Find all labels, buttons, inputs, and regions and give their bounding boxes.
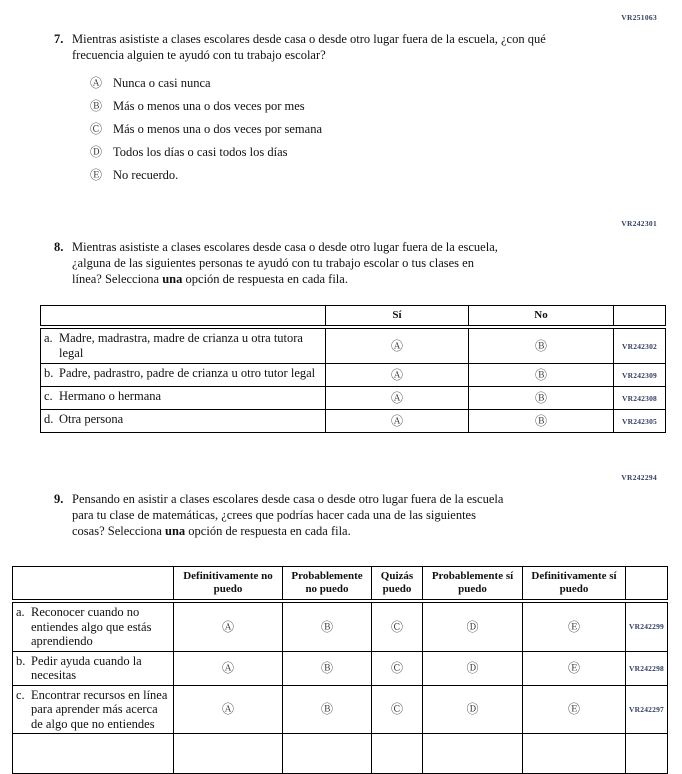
q9-line2: para tu clase de matemáticas, ¿crees que podrías hacer cada una de las siguientes [72, 508, 476, 522]
q9-line3-bold: una [165, 524, 186, 538]
q9-header-col2: Probablemente no puedo [283, 567, 372, 602]
q8-header-blank [41, 306, 326, 328]
q9-header-col5: Definitivamente sí puedo [523, 567, 626, 602]
q8-header-code-blank [614, 306, 666, 328]
q9-response-table [12, 566, 668, 774]
bubble-c-icon[interactable]: Ⓒ [390, 661, 403, 675]
table-row [13, 601, 668, 651]
bubble-a-icon[interactable]: Ⓐ [390, 414, 403, 428]
row-label-text: Padre, padrastro, padre de crianza u otro tutor legal [59, 366, 316, 380]
q8-header-yes: Sí [326, 306, 469, 328]
table-row [41, 410, 666, 433]
q9-header-col3: Quizás puedo [372, 567, 423, 602]
row-label-text: Encontrar recursos en línea para aprender más acerca de algo que no entiendes [31, 687, 168, 731]
response-cell [372, 601, 423, 651]
bubble-d-icon[interactable]: Ⓓ [466, 661, 479, 675]
q8-header-row [41, 306, 666, 328]
row-code: VR242302 [614, 327, 666, 364]
empty-cell [174, 734, 283, 774]
row-code: VR242298 [626, 651, 668, 685]
bubble-e-icon[interactable]: Ⓔ [567, 619, 580, 634]
q9-line3-post: opción de respuesta en cada fila. [185, 524, 351, 538]
response-cell [283, 685, 372, 734]
response-cell [174, 601, 283, 651]
table-row-cutoff [13, 734, 668, 774]
table-row [13, 685, 668, 734]
q7-line2: frecuencia alguien te ayudó con tu trabajo escolar? [72, 48, 326, 62]
q9-question [54, 491, 503, 539]
answer-option[interactable] [90, 99, 322, 113]
bubble-b-icon[interactable]: Ⓑ [534, 368, 547, 382]
table-row [41, 364, 666, 387]
bubble-e-icon[interactable]: Ⓔ [567, 702, 580, 717]
yes-cell [326, 364, 469, 387]
option-label: Más o menos una o dos veces por mes [113, 99, 305, 113]
bubble-b-icon[interactable]: Ⓑ [90, 99, 103, 113]
empty-cell [423, 734, 523, 774]
bubble-b-icon[interactable]: Ⓑ [320, 661, 333, 675]
q9-header-code-blank [626, 567, 668, 602]
response-cell [283, 651, 372, 685]
row-code: VR242309 [614, 364, 666, 387]
row-label [13, 685, 174, 734]
q7-options [90, 76, 322, 191]
answer-option[interactable] [90, 168, 322, 182]
option-label: Nunca o casi nunca [113, 76, 211, 90]
bubble-a-icon[interactable]: Ⓐ [390, 368, 403, 382]
bubble-e-icon[interactable]: Ⓔ [90, 168, 103, 182]
table-row [41, 387, 666, 410]
q7-line1: Mientras asististe a clases escolares desde casa o desde otro lugar fuera de la escuela, ¿con qué [72, 32, 546, 46]
empty-cell [283, 734, 372, 774]
bubble-a-icon[interactable]: Ⓐ [221, 619, 234, 634]
q9-number: 9. [54, 492, 64, 506]
bubble-d-icon[interactable]: Ⓓ [90, 145, 103, 159]
q8-response-table [40, 305, 666, 433]
bubble-a-icon[interactable]: Ⓐ [90, 76, 103, 90]
yes-cell [326, 327, 469, 364]
option-label: No recuerdo. [113, 168, 179, 182]
response-cell [423, 685, 523, 734]
bubble-a-icon[interactable]: Ⓐ [221, 661, 234, 675]
q7-question-text [72, 31, 546, 63]
row-prefix: a. [16, 605, 25, 619]
yes-cell [326, 410, 469, 433]
row-prefix: c. [16, 687, 25, 702]
q7-question [54, 31, 546, 63]
bubble-b-icon[interactable]: Ⓑ [320, 619, 333, 634]
response-cell [523, 601, 626, 651]
response-cell [283, 601, 372, 651]
q8-question [54, 239, 498, 287]
response-cell [423, 651, 523, 685]
row-prefix: a. [44, 331, 53, 345]
row-label [13, 651, 174, 685]
row-code: VR242308 [614, 387, 666, 410]
empty-cell [523, 734, 626, 774]
no-cell [469, 327, 614, 364]
q7-number: 7. [54, 32, 64, 46]
bubble-c-icon[interactable]: Ⓒ [390, 619, 403, 634]
yes-cell [326, 387, 469, 410]
response-cell [372, 651, 423, 685]
row-code: VR242297 [626, 685, 668, 734]
row-label [41, 327, 326, 364]
q9-header-col4: Probablemente sí puedo [423, 567, 523, 602]
q9-header-row [13, 567, 668, 602]
row-prefix: b. [44, 366, 54, 380]
q8-line3-pre: línea? Selecciona [72, 272, 163, 286]
bubble-b-icon[interactable]: Ⓑ [320, 702, 333, 717]
row-label-text: Madre, madrastra, madre de crianza u otra tutora legal [59, 331, 303, 360]
answer-option[interactable] [90, 145, 322, 159]
bubble-a-icon[interactable]: Ⓐ [390, 339, 403, 353]
table-row [13, 651, 668, 685]
q7-form-code: VR251063 [621, 13, 657, 22]
q9-header-blank [13, 567, 174, 602]
q8-question-text [72, 239, 498, 287]
q9-form-code: VR242294 [621, 473, 657, 482]
bubble-a-icon[interactable]: Ⓐ [390, 391, 403, 405]
response-cell [523, 685, 626, 734]
answer-option[interactable] [90, 122, 322, 136]
bubble-e-icon[interactable]: Ⓔ [567, 661, 580, 675]
empty-cell [626, 734, 668, 774]
row-label [41, 364, 326, 387]
response-cell [372, 685, 423, 734]
q8-line1: Mientras asististe a clases escolares desde casa o desde otro lugar fuera de la escuela, [72, 240, 498, 254]
row-label-text: Reconocer cuando no entiendes algo que estás aprendiendo [31, 605, 152, 648]
response-cell [174, 685, 283, 734]
empty-cell [13, 734, 174, 774]
q8-form-code: VR242301 [621, 219, 657, 228]
empty-cell [372, 734, 423, 774]
q8-header-no: No [469, 306, 614, 328]
row-label [41, 387, 326, 410]
bubble-b-icon[interactable]: Ⓑ [534, 391, 547, 405]
table-row [41, 327, 666, 364]
bubble-c-icon[interactable]: Ⓒ [90, 122, 103, 136]
no-cell [469, 410, 614, 433]
option-label: Todos los días o casi todos los días [113, 145, 288, 159]
row-prefix: c. [44, 389, 53, 403]
row-label [41, 410, 326, 433]
q8-number: 8. [54, 240, 64, 254]
row-label-text: Pedir ayuda cuando la necesitas [31, 653, 142, 682]
row-code: VR242305 [614, 410, 666, 433]
row-label-text: Hermano o hermana [59, 389, 162, 403]
response-cell [423, 601, 523, 651]
q8-line3-post: opción de respuesta en cada fila. [182, 272, 348, 286]
bubble-d-icon[interactable]: Ⓓ [466, 702, 479, 717]
bubble-d-icon[interactable]: Ⓓ [466, 619, 479, 634]
row-label [13, 601, 174, 651]
q9-header-col1: Definitivamente no puedo [174, 567, 283, 602]
row-prefix: d. [44, 412, 54, 426]
row-code: VR242299 [626, 601, 668, 651]
row-label-text: Otra persona [59, 412, 124, 426]
row-prefix: b. [16, 653, 26, 668]
q9-question-text [72, 491, 503, 539]
bubble-a-icon[interactable]: Ⓐ [221, 702, 234, 717]
option-label: Más o menos una o dos veces por semana [113, 122, 322, 136]
answer-option[interactable] [90, 76, 322, 90]
bubble-c-icon[interactable]: Ⓒ [390, 702, 403, 717]
q9-line3-pre: cosas? Selecciona [72, 524, 166, 538]
bubble-b-icon[interactable]: Ⓑ [534, 414, 547, 428]
no-cell [469, 364, 614, 387]
no-cell [469, 387, 614, 410]
bubble-b-icon[interactable]: Ⓑ [534, 339, 547, 353]
response-cell [174, 651, 283, 685]
q8-line3-bold: una [162, 272, 183, 286]
response-cell [523, 651, 626, 685]
q8-line2: ¿alguna de las siguientes personas te ayudó con tu trabajo escolar o tus clases en [72, 256, 474, 270]
q9-line1: Pensando en asistir a clases escolares desde casa o desde otro lugar fuera de la escuela [72, 492, 504, 506]
